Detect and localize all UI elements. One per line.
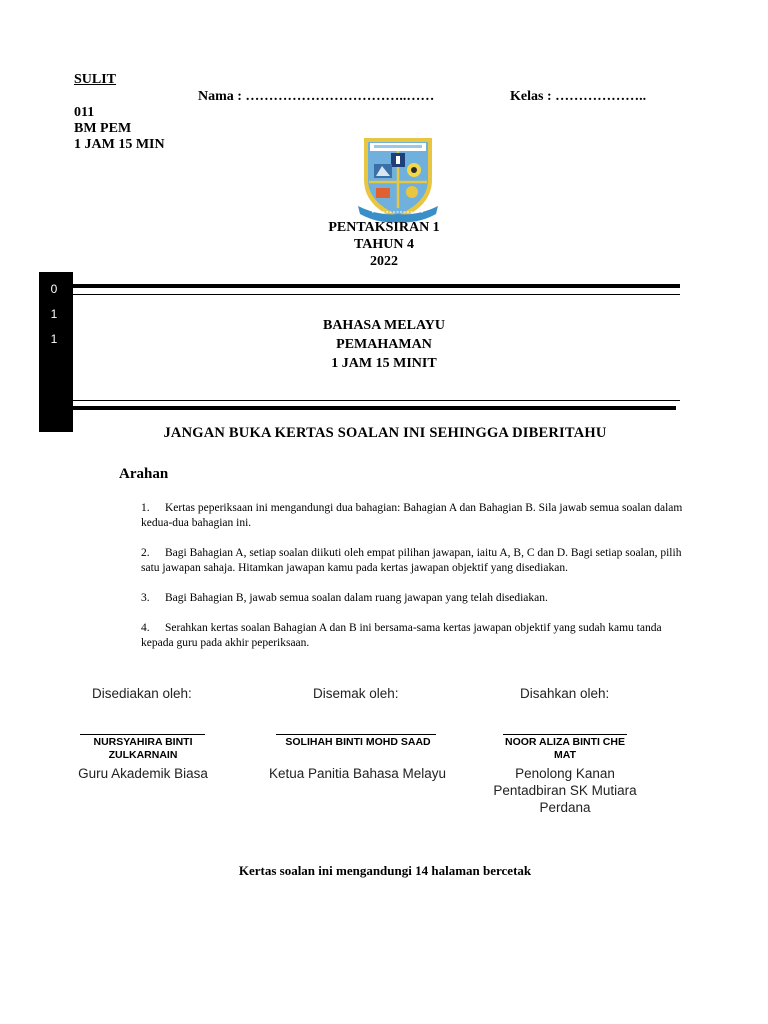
prepared-by-name: NURSYAHIRA BINTI ZULKARNAIN: [93, 736, 193, 761]
instruction-text: Bagi Bahagian A, setiap soalan diikuti oleh empat pilihan jawapan, iaitu A, B, C dan D. Bagi setiap soalan, pilih satu jawapan sahaja. Hitamkan jawapan kamu pada kertas jawapan objektif yang disediakan.: [141, 547, 682, 574]
instruction-item: [141, 621, 686, 651]
school-crest-logo: [358, 134, 438, 226]
instruction-number: 3.: [141, 592, 150, 604]
instruction-item: [141, 591, 686, 606]
checked-by-label: Disemak oleh:: [313, 686, 399, 701]
subject-short: BM PEM: [74, 121, 132, 136]
signature-line: [503, 734, 627, 735]
instruction-item: [141, 546, 686, 576]
sidebar-digit: 1: [50, 332, 58, 346]
classification-label: SULIT: [74, 72, 117, 87]
paper-title: PEMAHAMAN: [336, 337, 432, 352]
instruction-number: 1.: [141, 502, 150, 514]
duration-short: 1 JAM 15 MIN: [74, 137, 165, 152]
sidebar-digit: 1: [50, 307, 58, 321]
top-thick-rule: [73, 284, 680, 288]
name-field: Nama : ……………………………..……: [198, 89, 435, 104]
signature-line: [80, 734, 205, 735]
subject-title: BAHASA MELAYU: [322, 318, 445, 333]
exam-year: 2022: [370, 254, 398, 269]
paper-code-sidebar: [39, 272, 73, 432]
checked-by-name: SOLIHAH BINTI MOHD SAAD: [285, 736, 431, 748]
checked-by-role: Ketua Panitia Bahasa Melayu: [268, 766, 447, 781]
prepared-by-label: Disediakan oleh:: [92, 686, 192, 701]
page-count-note: Kertas soalan ini mengandungi 14 halaman bercetak: [238, 863, 532, 878]
instruction-item: [141, 501, 686, 531]
top-thin-rule: [73, 294, 680, 295]
instruction-text: Serahkan kertas soalan Bahagian A dan B ini bersama-sama kertas jawapan objektif yang sudah kamu tanda kepada guru pada akhir peperiksaan.: [141, 622, 662, 649]
signature-line: [276, 734, 436, 735]
sidebar-digit: 0: [50, 282, 58, 296]
approved-by-label: Disahkan oleh:: [520, 686, 610, 701]
prepared-by-role: Guru Akademik Biasa: [78, 766, 208, 781]
class-field: Kelas : ………………..: [510, 89, 647, 104]
exam-year-level: TAHUN 4: [353, 237, 415, 252]
instruction-number: 4.: [141, 622, 150, 634]
instruction-text: Bagi Bahagian B, jawab semua soalan dalam ruang jawapan yang telah disediakan.: [165, 592, 548, 604]
instruction-text: Kertas peperiksaan ini mengandungi dua bahagian: Bahagian A dan Bahagian B. Sila jawab semua soalan dalam kedua-dua bahagian ini.: [141, 502, 683, 529]
do-not-open-warning: JANGAN BUKA KERTAS SOALAN INI SEHINGGA DIBERITAHU: [163, 425, 607, 441]
paper-code: 011: [74, 105, 95, 120]
approved-by-name: NOOR ALIZA BINTI CHE MAT: [505, 736, 625, 761]
duration-title: 1 JAM 15 MINIT: [331, 356, 437, 371]
instruction-number: 2.: [141, 547, 150, 559]
instructions-heading: Arahan: [119, 466, 169, 482]
bottom-thin-rule: [73, 400, 680, 401]
approved-by-role: Penolong Kanan Pentadbiran SK Mutiara Perdana: [493, 766, 637, 815]
exam-name: PENTAKSIRAN 1: [328, 220, 440, 235]
bottom-thick-rule: [73, 406, 676, 410]
